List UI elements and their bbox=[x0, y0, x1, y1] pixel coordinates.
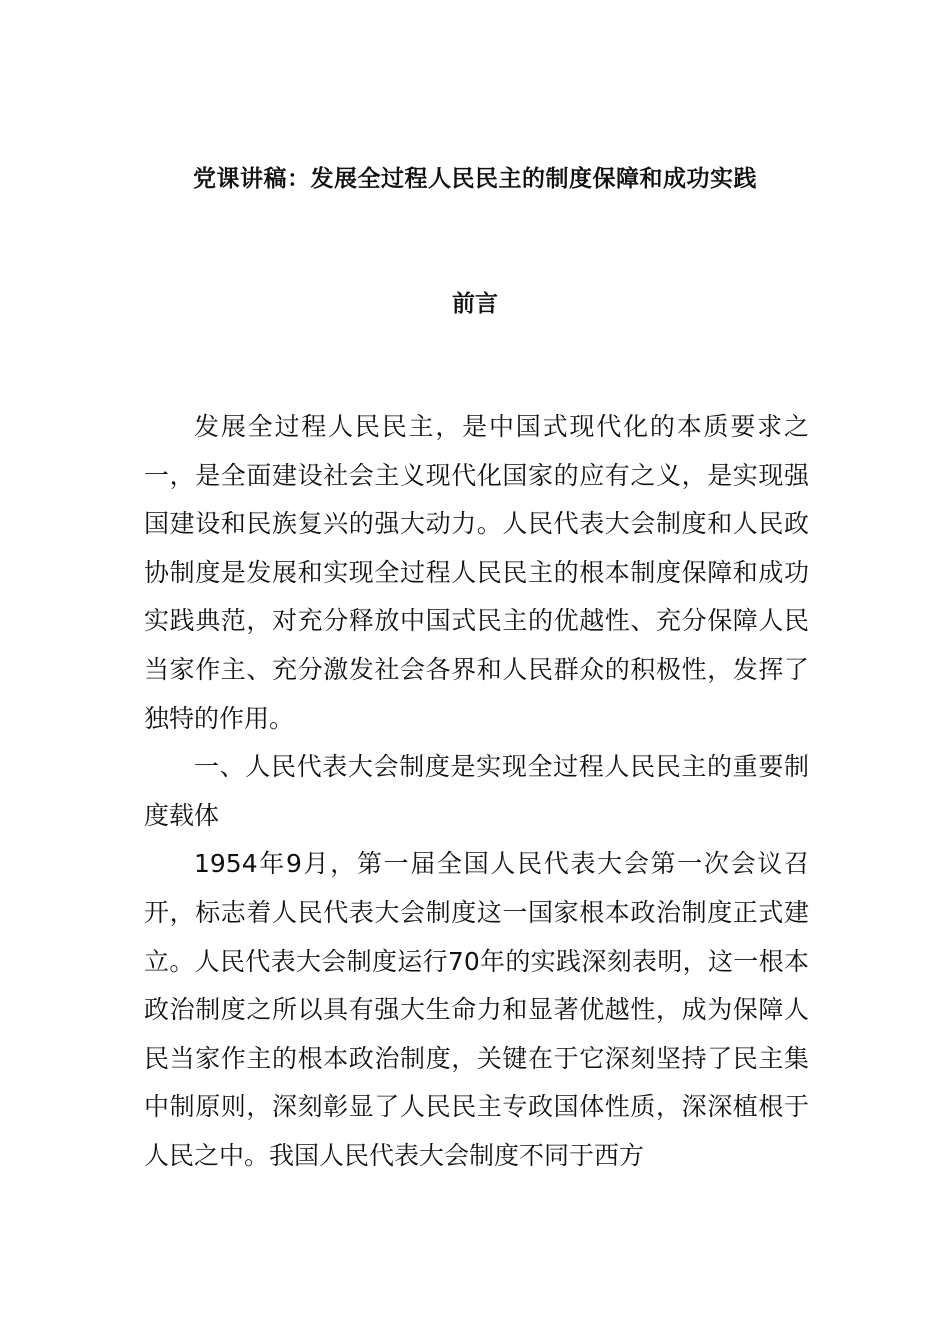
body-paragraph: 发展全过程人民民主，是中国式现代化的本质要求之一，是全面建设社会主义现代化国家的应有之义，是实现强国建设和民族复兴的强大动力。人民代表大会制度和人民政协制度是发展和实现全过程人民民主的根本制度保障和成功实践典范，对充分释放中国式民主的优越性、充分保障人民当家作主、充分激发社会各界和人民群众的积极性，发挥了独特的作用。 bbox=[144, 412, 809, 733]
section-heading: 前言 bbox=[452, 291, 498, 317]
body-paragraph: 1954年9月，第一届全国人民代表大会第一次会议召开，标志着人民代表大会制度这一国家根本政治制度正式建立。人民代表大会制度运行70年的实践深刻表明，这一根本政治制度之所以具有强大生命力和显著优越性，成为保障人民当家作主的根本政治制度，关键在于它深刻坚持了民主集中制原则，深刻彰显了人民民主专政国体性质，深深植根于人民之中。我国人民代表大会制度不同于西方 bbox=[144, 849, 809, 1170]
document-title: 党课讲稿：发展全过程人民民主的制度保障和成功实践 bbox=[193, 166, 757, 192]
document-body bbox=[144, 403, 809, 1181]
section-one-heading: 一、人民代表大会制度是实现全过程人民民主的重要制度载体 bbox=[144, 752, 809, 830]
